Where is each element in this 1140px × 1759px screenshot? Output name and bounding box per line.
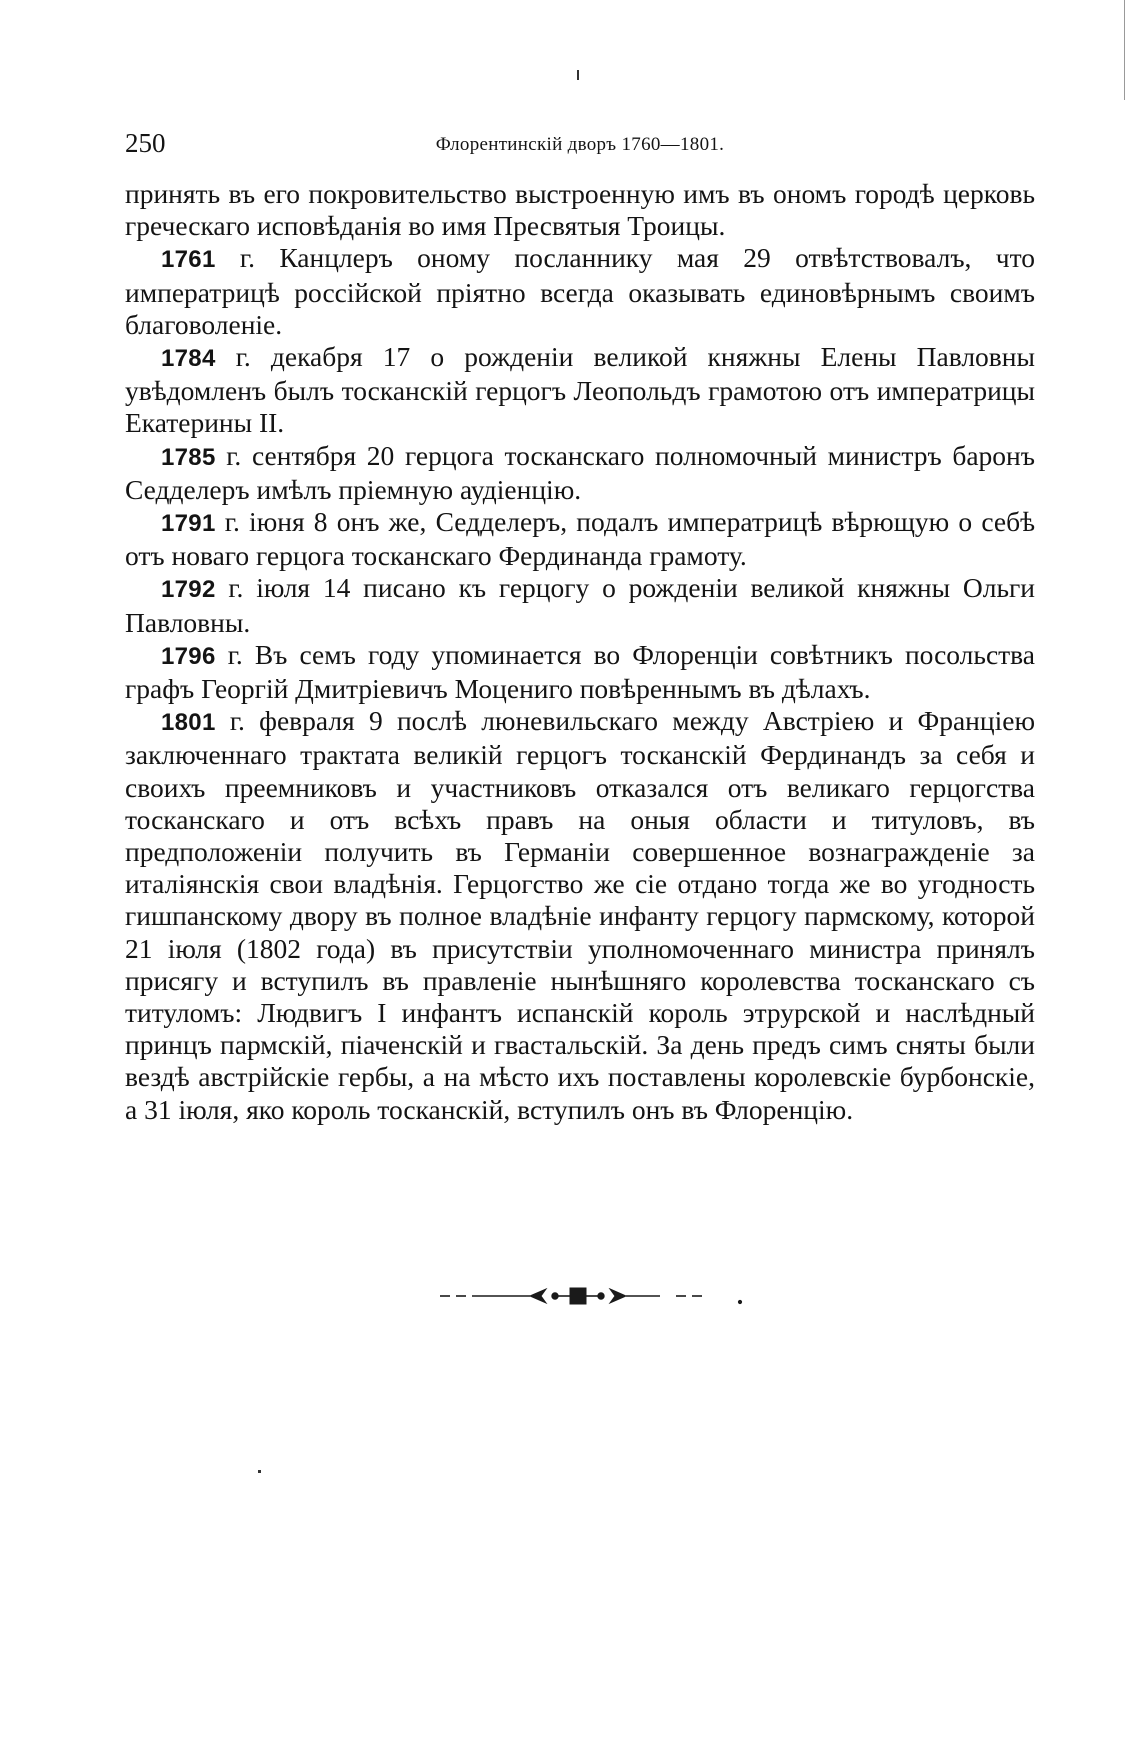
paragraph-text: г. іюля 14 писано къ герцогу о рожденіи великой княжны Ольги Павловны. — [125, 572, 1035, 638]
running-head — [125, 128, 1035, 164]
end-ornament — [440, 1286, 750, 1306]
year-label: 1785 — [161, 443, 216, 471]
paragraph-text: г. декабря 17 о рожденіи великой княжны Елены Павловны увѣдомленъ былъ тосканскій герцогъ Леопольдъ грамотою отъ императрицы Екатерины II. — [125, 341, 1035, 439]
paragraph-text: г. сентября 20 герцога тосканскаго полномочный министръ баронъ Седделеръ имѣлъ пріемную аудіенцію. — [125, 439, 1035, 505]
page-number: 250 — [125, 128, 166, 158]
paragraph-text: г. Канцлеръ оному посланнику мая 29 отвѣтствовалъ, что императрицѣ россійской пріятно всегда оказывать единовѣрнымъ своимъ благоволеніе. — [125, 242, 1035, 340]
year-label: 1801 — [161, 709, 216, 737]
paragraph-text: г. іюня 8 онъ же, Седделеръ, подалъ императрицѣ вѣрющую о себѣ отъ новаго герцога тосканскаго Фердинанда грамоту. — [125, 506, 1035, 572]
year-label: 1796 — [161, 642, 216, 670]
year-label: 1792 — [161, 576, 216, 604]
paragraph — [125, 242, 1035, 341]
year-label: 1791 — [161, 510, 216, 538]
running-title: Флорентинскій дворъ 1760—1801. — [435, 134, 725, 155]
paragraph — [125, 572, 1035, 638]
margin-mark — [258, 1470, 261, 1473]
margin-mark — [577, 70, 579, 80]
text-body — [125, 178, 1035, 1126]
paragraph-text: принять въ его покровительство выстроенную имъ въ ономъ городѣ церковь греческаго исповѣданія во имя Пресвятыя Троицы. — [125, 178, 1035, 242]
paragraph-text: г. февраля 9 послѣ люневильскаго между Австріею и Франціею заключеннаго трактата великій герцогъ тосканскій Фердинандъ за себя и своихъ преемниковъ и участниковъ отказался отъ великаго герцогства тосканскаго и отъ всѣхъ правъ на оныя области и титуловъ, въ предположеніи получить въ Германіи совершенное вознагражденіе за италіянскія свои владѣнія. Герцогство же сіе отдано тогда же во угодность гишпанскому двору въ полное владѣніе инфанту герцогу пармскому, которой 21 іюля (1802 года) въ присутствіи уполномоченнаго министра принялъ присягу и вступилъ въ правленіе нынѣшняго королевства тосканскаго съ титуломъ: Людвигъ I инфантъ испанскій король этрурской и наслѣдный принцъ пармскій, піаченскій и гвастальскій. За день предъ симъ сняты были вездѣ австрійскіе гербы, а на мѣсто ихъ поставлены королевскіе бурбонскіе, а 31 іюля, яко король тосканскій, вступилъ онъ въ Флоренцію. — [125, 705, 1035, 1125]
year-label: 1784 — [161, 345, 216, 373]
margin-rule — [1124, 0, 1125, 100]
paragraph — [125, 506, 1035, 572]
paragraph — [125, 178, 1035, 242]
paragraph — [125, 341, 1035, 440]
year-label: 1761 — [161, 246, 216, 274]
paragraph-text: г. Въ семъ году упоминается во Флоренціи совѣтникъ посольства графъ Георгій Дмитріевичъ Моцениго повѣреннымъ въ дѣлахъ. — [125, 638, 1035, 705]
paragraph — [125, 705, 1035, 1126]
paragraph — [125, 639, 1035, 705]
paragraph — [125, 440, 1035, 506]
